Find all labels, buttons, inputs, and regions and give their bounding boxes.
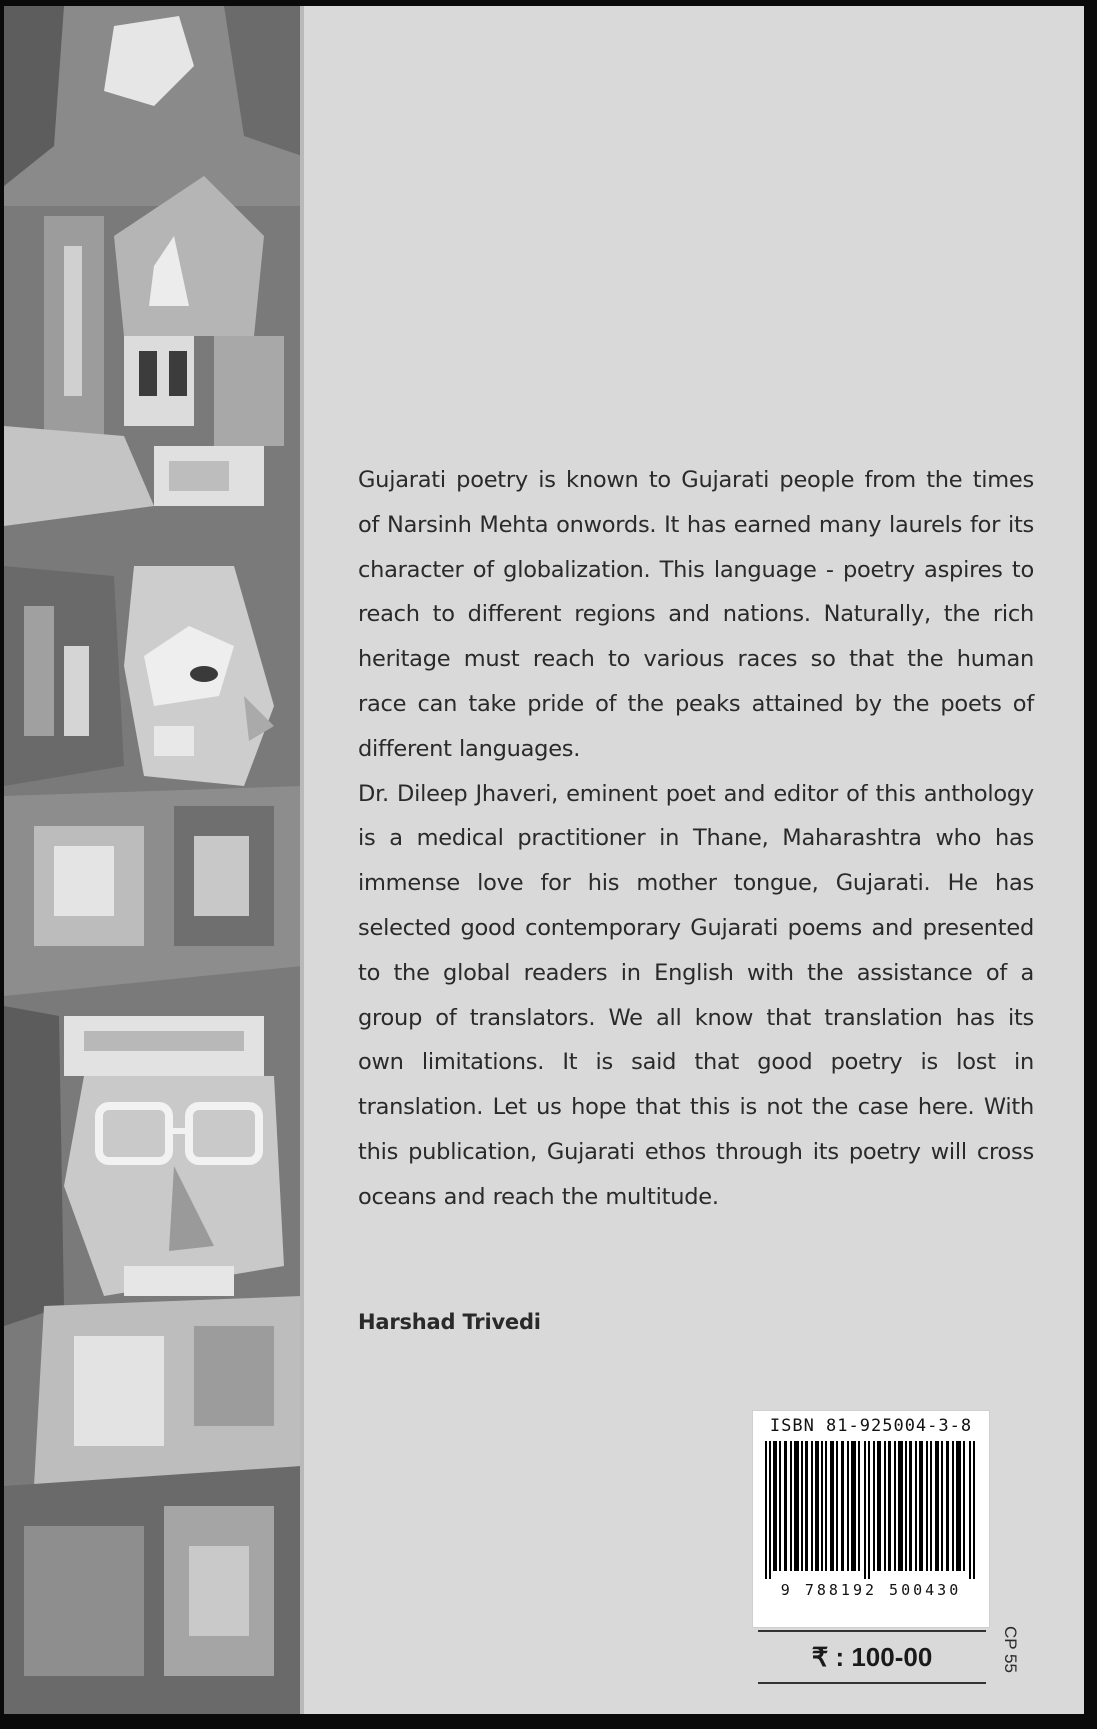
isbn-label: ISBN 81-925004-3-8 bbox=[769, 1416, 973, 1436]
cover-artwork bbox=[4, 6, 302, 1714]
blurb-text bbox=[358, 458, 1034, 1220]
catalog-code: CP 55 bbox=[1001, 1626, 1020, 1673]
price-rule bbox=[758, 1682, 986, 1684]
barcode-number: 9 788192 500430 bbox=[780, 1581, 962, 1599]
price: ₹ : 100-00 bbox=[811, 1642, 933, 1672]
blurb-paragraph: Dr. Dileep Jhaveri, eminent poet and editor of this anthology is a medical practitioner in Thane, Maharashtra who has immense love for his mother tongue, Gujarati. He has selected good contemporary Gujarati poems and presented to the global readers in English with the assistance of a group of translators. We all know that translation has its own limitations. It is said that good poetry is lost in translation. Let us hope that this is not the case here. With this publication, Gujarati ethos through its poetry will cross oceans and reach the multitude. bbox=[358, 780, 1034, 1210]
author-name: Harshad Trivedi bbox=[358, 1310, 541, 1334]
barcode bbox=[752, 1410, 990, 1628]
panel-divider bbox=[300, 6, 304, 1714]
back-cover bbox=[4, 6, 1084, 1714]
barcode-bars-icon bbox=[763, 1441, 979, 1579]
price-rule bbox=[758, 1630, 986, 1632]
blurb-paragraph: Gujarati poetry is known to Gujarati people from the times of Narsinh Mehta onwords. It has earned many laurels for its character of globalization. This language - poetry aspires to reach to different regions and nations. Naturally, the rich heritage must reach to various races so that the human race can take pride of the peaks attained by the poets of different languages. bbox=[358, 467, 1034, 762]
abstract-faces-painting bbox=[4, 6, 302, 1714]
